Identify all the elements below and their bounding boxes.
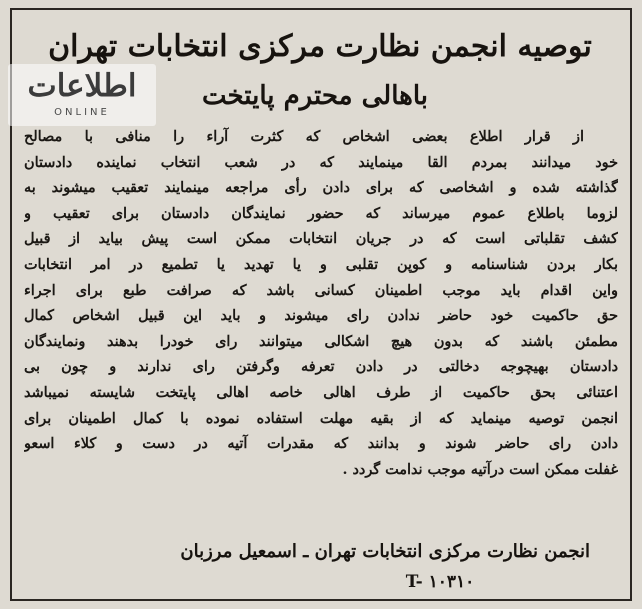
article-line: از قرار اطلاع بعضی اشخاص که کثرت آراء را منافی با مصالح (24, 128, 584, 145)
article-line: غفلت ممکن است درآتیه موجب ندامت گردد . (342, 460, 618, 478)
headline-subtitle: باهالی محترم پایتخت (201, 81, 429, 111)
article-line: دادن رای حاضر شوند و بدانند که مقدرات آتیه در دست و کلاء اسعو (24, 435, 618, 453)
watermark-logo-subtext: ONLINE (54, 107, 110, 118)
article-line: لزوما باطلاع عموم میرساند که حضور نمایندگان دادستان برای تعقیب و (24, 204, 618, 222)
article-body (24, 124, 618, 534)
article-line: بکار بردن شناسنامه و کوپن تقلبی و یا تهدید یا تطمیع در امر انتخابات (24, 255, 618, 273)
article-line: واین اقدام باید موجب اطمینان کسانی باشد که صرافت طبع برای اجراء (24, 281, 618, 299)
signature-line: انجمن نظارت مرکزی انتخابات تهران ـ اسمعیل مرزبان (180, 541, 590, 562)
article-line: اعتنائی بحق حاکمیت از طرف اهالی خاصه اهالی پایتخت شایسته نمیباشد (24, 383, 618, 401)
headline-title: توصیه انجمن نظارت مرکزی انتخابات تهران (48, 29, 592, 64)
article-line: انجمن توصیه مینماید که از بقیه مهلت استفاده نموده با کمال اطمینان برای (24, 409, 618, 427)
article-line: دادستان بهیچوجه دخالتی در دادن تعرفه وگرفتن رای ندارند و چون بی (24, 358, 618, 376)
reference-code: T- ۱۰۳۱۰ (405, 572, 475, 592)
article-line: کشف تقلباتی است که در جریان انتخابات ممکن است پیش بیاید از قبیل (24, 230, 618, 248)
article-line: گذاشته شده و اشخاصی که برای دادن رأی مراجعه مینمایند تعقیب میشوند به (24, 179, 618, 197)
article-line: مطمئن باشند که بدون هیچ اشکالی میتوانند رای خودرا بدهند ونمایندگان (24, 332, 618, 350)
article-line: حق حاکمیت خود حاضر ندادن رای میشوند و باید این قبیل اشخاص کمال (24, 307, 618, 325)
article-line: خود میدانند بمردم القا مینمایند که در شعب انتخاب نماینده دادستان (24, 153, 618, 171)
watermark-logo-text: اطلاعات (27, 68, 137, 104)
